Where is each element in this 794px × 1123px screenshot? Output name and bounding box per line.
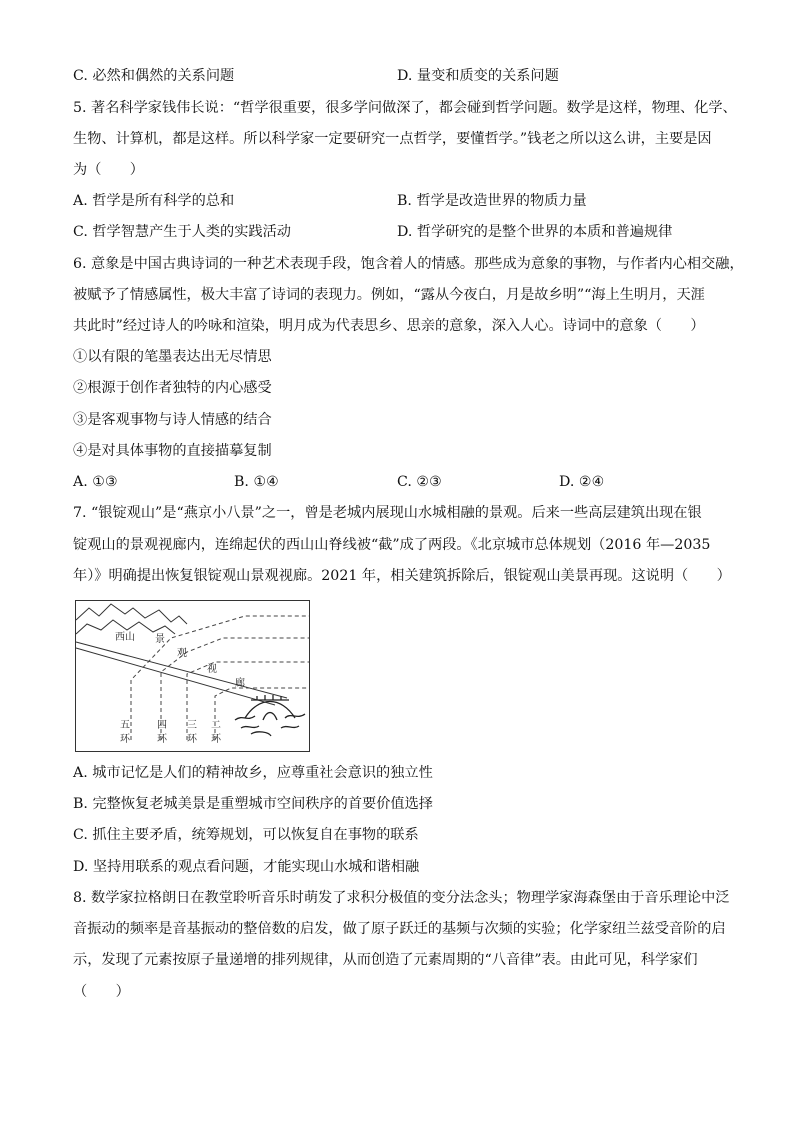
- q5-option-d: D. 哲学研究的是整个世界的本质和普遍规律: [397, 224, 673, 240]
- ring-label-5-bottom: 环: [120, 734, 130, 745]
- q8-stem-line-1: 8. 数学家拉格朗日在教堂聆听音乐时萌发了求积分极值的变分法念头；物理学家海森堡由于音乐理论中泛: [73, 890, 730, 906]
- q7-stem-line-2: 锭观山的景观视廊内，连绵起伏的西山山脊线被“截”成了两段。《北京城市总体规划（2016 年—2035: [73, 537, 711, 553]
- q8-stem-line-2: 音振动的频率是音基振动的整倍数的启发，做了原子跃迁的基频与次频的实验；化学家纽兰兹受音阶的启: [73, 921, 726, 937]
- ring-label-5-top: 五: [120, 720, 130, 731]
- q7-stem-line-3: 年）》明确提出恢复银锭观山景观视廊。2021 年，相关建筑拆除后，银锭观山美景再现。这说明（ ）: [73, 568, 731, 584]
- ring-label-2-top: 二: [211, 720, 221, 731]
- q5-option-a: A. 哲学是所有科学的总和: [73, 193, 235, 209]
- q7-option-b: B. 完整恢复老城美景是重塑城市空间秩序的首要价值选择: [73, 796, 433, 812]
- q6-stem-line-1: 6. 意象是中国古典诗词的一种艺术表现手段，饱含着人的情感。那些成为意象的事物，与作者内心相交融，: [73, 256, 744, 272]
- corridor-char-4: 廊: [235, 678, 245, 689]
- q6-statement-2: ②根源于创作者独特的内心感受: [73, 380, 272, 396]
- corridor-char-3: 视: [207, 664, 217, 675]
- corridor-char-1: 景: [155, 634, 165, 645]
- view-corridor-diagram: [75, 600, 310, 752]
- mountain-label: 西山: [115, 632, 135, 643]
- q7-option-d: D. 坚持用联系的观点看问题，才能实现山水城和谐相融: [73, 859, 420, 875]
- corridor-char-2: 观: [177, 648, 187, 659]
- q6-option-d: D. ②④: [559, 474, 605, 490]
- q7-option-a: A. 城市记忆是人们的精神故乡，应尊重社会意识的独立性: [73, 765, 433, 781]
- ring-label-3-bottom: 环: [187, 734, 197, 745]
- q7-stem-line-1: 7. “银锭观山”是“燕京小八景”之一，曾是老城内展现山水城相融的景观。后来一些高层建筑出现在银: [73, 505, 702, 521]
- q6-stem-line-2: 被赋予了情感属性，极大丰富了诗词的表现力。例如，“露从今夜白，月是故乡明”“海上生明月，天涯: [73, 287, 705, 303]
- q6-option-a: A. ①③: [73, 474, 118, 490]
- q5-option-b: B. 哲学是改造世界的物质力量: [397, 193, 587, 209]
- q4-option-d: D. 量变和质变的关系问题: [397, 68, 559, 84]
- q8-stem-line-3: 示，发现了元素按原子量递增的排列规律，从而创造了元素周期的“八音律”表。由此可见，科学家们: [73, 952, 698, 968]
- q5-stem-line-2: 生物、计算机，都是这样。所以科学家一定要研究一点哲学，要懂哲学。”钱老之所以这么讲，主要是因: [73, 131, 712, 147]
- q6-option-b: B. ①④: [234, 474, 279, 490]
- ring-label-4-bottom: 环: [157, 734, 167, 745]
- q7-option-c: C. 抓住主要矛盾，统筹规划，可以恢复自在事物的联系: [73, 827, 419, 843]
- q8-stem-line-4: （ ）: [73, 984, 130, 1000]
- ring-label-4-top: 四: [157, 720, 167, 731]
- ring-label-3-top: 三: [187, 720, 197, 731]
- ring-label-2-bottom: 环: [211, 734, 221, 745]
- q6-stem-line-3: 共此时”经过诗人的吟咏和渲染，明月成为代表思乡、思亲的意象，深入人心。诗词中的意象（ ）: [73, 318, 705, 334]
- view-corridor-svg: [75, 600, 310, 752]
- q6-statement-3: ③是客观事物与诗人情感的结合: [73, 412, 272, 428]
- q4-option-c: C. 必然和偶然的关系问题: [73, 68, 235, 84]
- q5-stem-line-1: 5. 著名科学家钱伟长说：“哲学很重要，很多学问做深了，都会碰到哲学问题。数学是这样，物理、化学、: [73, 100, 737, 116]
- q6-option-c: C. ②③: [397, 474, 442, 490]
- q5-stem-line-3: 为（ ）: [73, 162, 144, 178]
- q5-option-c: C. 哲学智慧产生于人类的实践活动: [73, 224, 291, 240]
- q6-statement-4: ④是对具体事物的直接描摹复制: [73, 443, 272, 459]
- q6-statement-1: ①以有限的笔墨表达出无尽情思: [73, 349, 272, 365]
